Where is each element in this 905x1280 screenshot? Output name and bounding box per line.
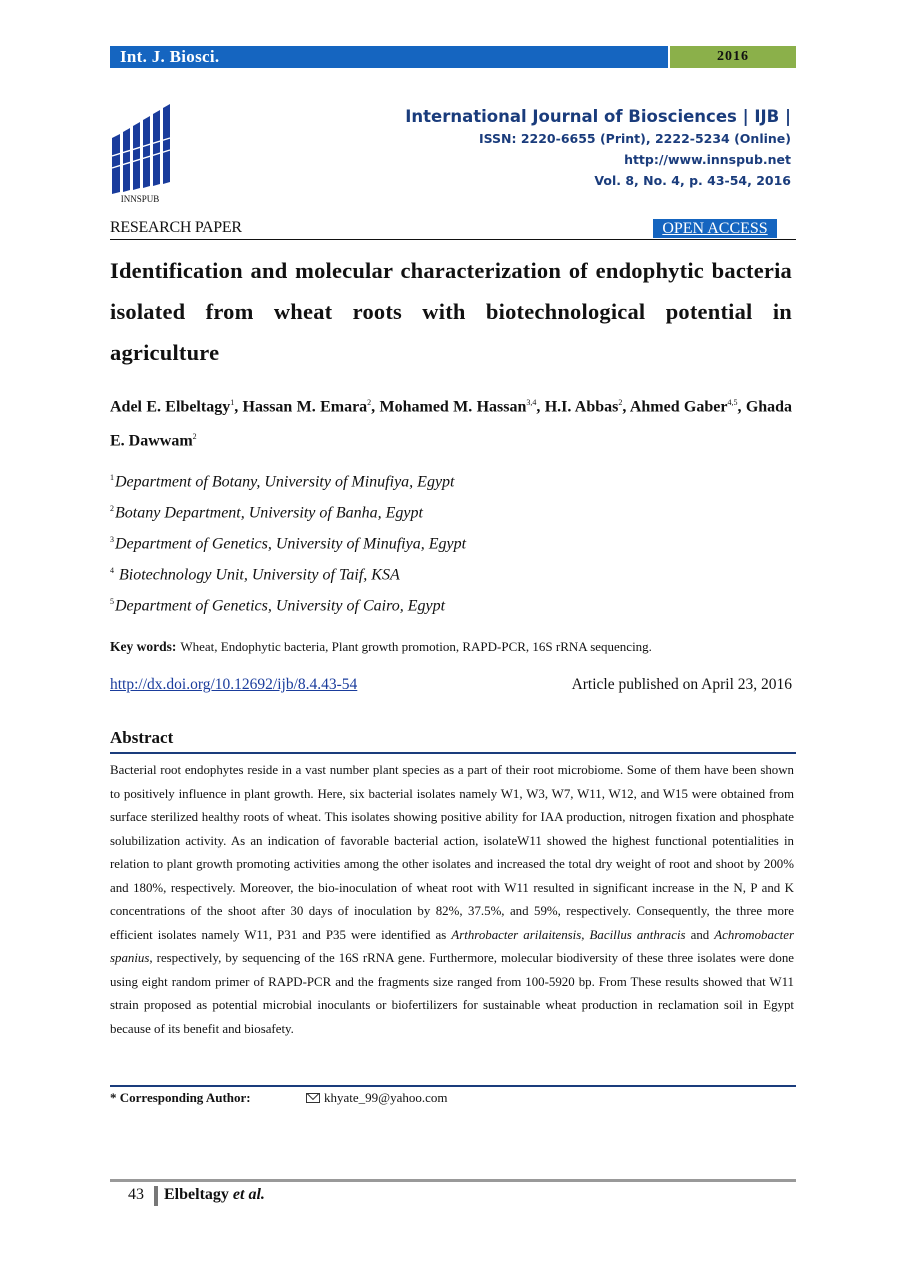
author-affil-sup: 2: [367, 398, 372, 407]
abstract-text: [110, 759, 794, 1041]
logo-text: INNSPUB: [120, 194, 160, 204]
author-affil-sup: 2: [618, 398, 623, 407]
author-name: Adel E. Elbeltagy: [110, 398, 231, 416]
envelope-icon: [306, 1093, 320, 1103]
abstract-top-rule: [110, 752, 796, 754]
footer-rule: [110, 1179, 796, 1182]
article-type-row: [110, 218, 796, 240]
affiliation-list: [110, 464, 792, 619]
affiliation-sup: 5: [110, 597, 114, 606]
abstract-part: Bacterial root endophytes reside in a vast number plant species as a part of their root microbiome. Some of them have been shown to positively influence in plant growth. Here, six bacterial isolates namely W1, W3, W7, W11, W12, and W15 were obtained from surface sterilized healthy roots of wheat. This isolates showing positive ability for IAA production, nitrogen fixation and phosphate solubilization activity. As an indication of favorable bacterial action, isolateW11 showed the highest functional potentialities in relation to plant growth promoting activities among the other isolates and increased the total dry weight of root and shoot by 200% and 180%, respectively. Moreover, the bio-inoculation of wheat root with W11 resulted in significant increase in the N, P and K concentrations of the shoot after 30 days of inoculation by 82%, 37.5%, and 59%, respectively. Consequently, the three more efficient isolates namely W11, P31 and P35 were identified as: [110, 763, 794, 942]
affiliation-item: [110, 526, 792, 557]
author-separator: ,: [737, 398, 746, 416]
journal-short-name: Int. J. Biosci.: [110, 46, 668, 68]
published-date: Article published on April 23, 2016: [571, 676, 792, 693]
corresponding-label: * Corresponding Author:: [110, 1090, 251, 1105]
author-name: Ahmed Gaber: [629, 398, 728, 416]
author-affil-sup: 3,4: [526, 398, 537, 407]
journal-info: [405, 106, 791, 191]
affiliation-text: Department of Genetics, University of Minufiya, Egypt: [115, 535, 467, 553]
paper-title: Identification and molecular characterization of endophytic bacteria isolated from wheat roots with biotechnological potential in agriculture: [110, 258, 792, 365]
affiliation-sup: 2: [110, 504, 114, 513]
keywords-label: Key words:: [110, 639, 177, 654]
footer-author-name: Elbeltagy: [164, 1186, 229, 1203]
innspub-logo-icon: [108, 104, 174, 208]
page-number: 43: [128, 1186, 144, 1203]
corresponding-author: [110, 1090, 448, 1106]
abstract-part: and: [685, 927, 715, 942]
affiliation-item: [110, 588, 792, 619]
doi-link[interactable]: http://dx.doi.org/10.12692/ijb/8.4.43-54: [110, 676, 358, 693]
author-name: Mohamed M. Hassan: [379, 398, 527, 416]
footer-author: [164, 1186, 265, 1204]
affiliation-sup: 1: [110, 473, 114, 482]
affiliation-sup: 3: [110, 535, 114, 544]
affiliation-item: [110, 557, 792, 588]
author-list: [110, 388, 792, 457]
affiliation-item: [110, 464, 792, 495]
abstract-heading: Abstract: [110, 728, 174, 747]
abstract-bottom-rule: [110, 1085, 796, 1087]
affiliation-text: Biotechnology Unit, University of Taif, KSA: [115, 566, 400, 584]
author-affil-sup: 4,5: [727, 398, 738, 407]
species-name: Achromobacter spanius: [110, 927, 794, 965]
author-separator: ,: [622, 398, 630, 416]
journal-issn: ISSN: 2220-6655 (Print), 2222-5234 (Online): [478, 131, 791, 146]
journal-volume: Vol. 8, No. 4, p. 43-54, 2016: [594, 173, 791, 188]
affiliation-item: [110, 495, 792, 526]
doi-row: [110, 676, 792, 698]
abstract-part: , respectively, by sequencing of the 16S rRNA gene. Furthermore, molecular biodiversity of these three isolates were done using eight random primer of RAPD-PCR and the fragments size ranged from 100-5920 bp. From These results showed that W11 strain proposed as potential microbial inoculants or biofertilizers for sustainable wheat production in reclamation soil in Egypt because of its benefit and biosafety.: [110, 951, 794, 1036]
species-name: Arthrobacter arilaitensis, Bacillus anthracis: [451, 927, 686, 942]
author-affil-sup: 2: [192, 432, 197, 442]
author-separator: ,: [536, 398, 545, 416]
author-affil-sup: 1: [230, 398, 235, 407]
author-name: H.I. Abbas: [544, 398, 619, 416]
affiliation-text: Department of Botany, University of Minufiya, Egypt: [115, 473, 455, 491]
journal-title: International Journal of Biosciences | IJB |: [405, 107, 791, 126]
author-separator: ,: [371, 398, 380, 416]
open-access-badge[interactable]: OPEN ACCESS: [653, 219, 777, 238]
journal-url[interactable]: http://www.innspub.net: [624, 152, 791, 167]
journal-header-bar: [110, 46, 796, 68]
corresponding-email-wrap: [306, 1090, 448, 1106]
research-paper-label: RESEARCH PAPER: [110, 219, 242, 236]
corresponding-email[interactable]: khyate_99@yahoo.com: [324, 1090, 448, 1105]
footer-separator: [154, 1186, 158, 1206]
affiliation-sup: 4: [110, 566, 114, 575]
keywords-text: Wheat, Endophytic bacteria, Plant growth promotion, RAPD-PCR, 16S rRNA sequencing.: [180, 639, 652, 654]
author-name: Hassan M. Emara: [242, 398, 368, 416]
keywords: [110, 639, 792, 655]
author-name: Ghada E. Dawwam: [110, 398, 793, 450]
journal-year: 2016: [670, 46, 796, 68]
affiliation-text: Department of Genetics, University of Cairo, Egypt: [115, 597, 446, 615]
affiliation-text: Botany Department, University of Banha, Egypt: [115, 504, 423, 522]
footer-etal: et al.: [232, 1186, 265, 1203]
author-separator: ,: [234, 398, 243, 416]
